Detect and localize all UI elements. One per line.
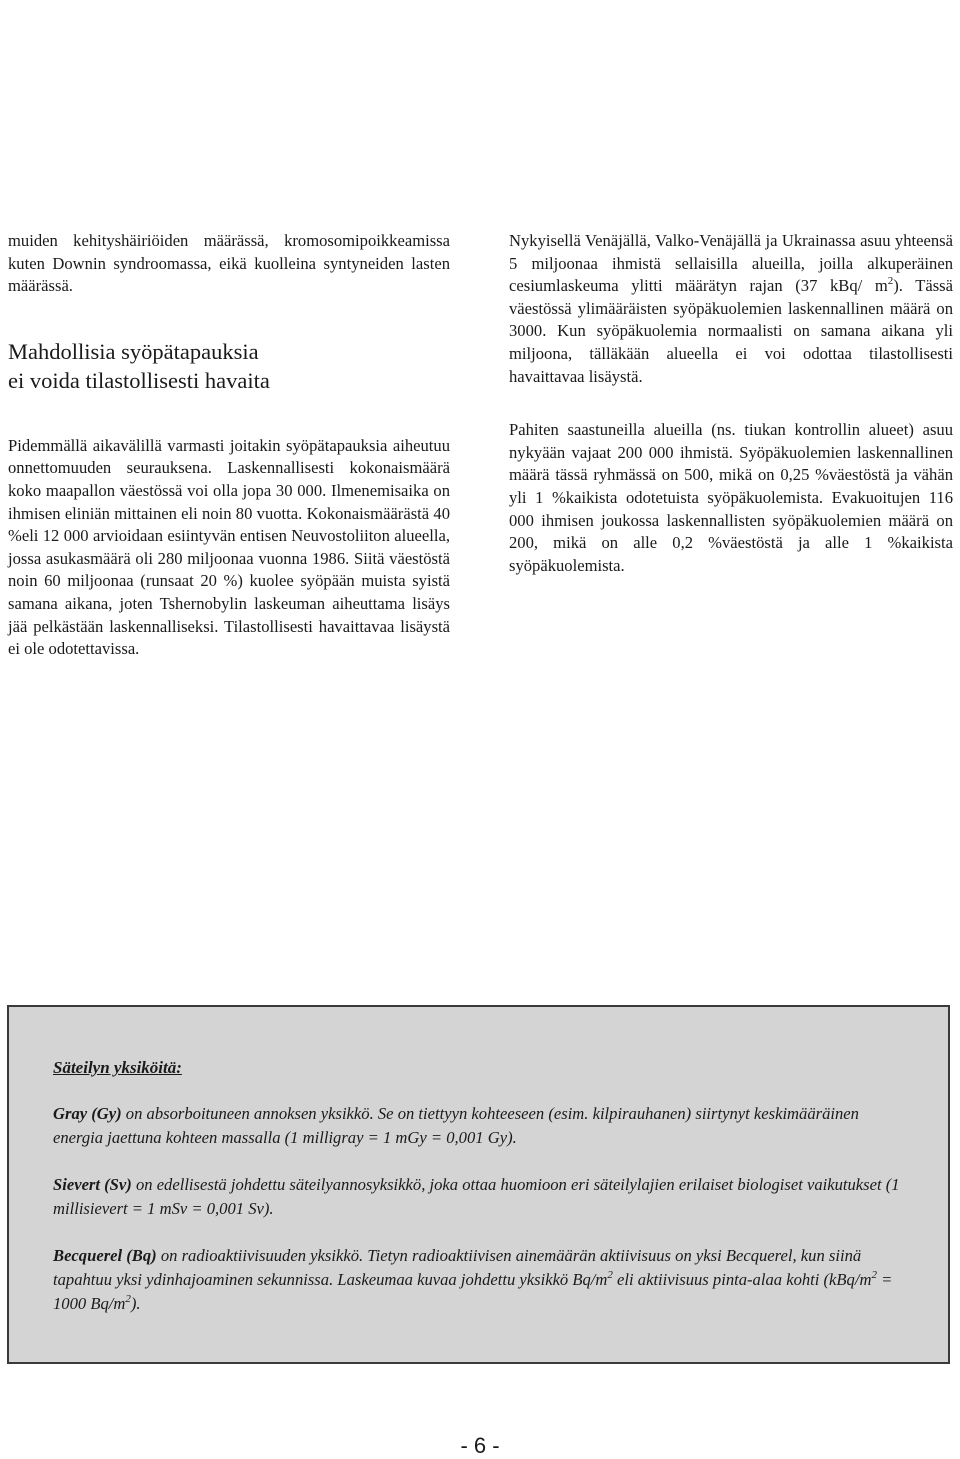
gray-text: on absorboituneen annoksen yksikkö. Se on tiettyyn kohteeseen (esim. kilpirauhanen) siirtynyt keskimääräinen energia jaettuna kohteen massalla (1 milligray = 1 mGy = 0,001 Gy). (53, 1104, 859, 1147)
body-paragraph: Pidemmällä aikavälillä varmasti joitakin syöpätapauksia aiheutuu onnettomuuden seurauksena. Laskennallisesti kokonaismäärä koko maapallon väestössä voi olla jopa 30 000. Ilmenemisaika on ihmisen eliniän mittainen eli noin 80 vuotta. Kokonaismäärästä 40 %eli 12 000 arvioidaan esiintyvän entisen Neuvostoliiton alueella, jossa asukasmäärä oli 280 miljoonaa vuonna 1986. Siitä väestöstä noin 60 miljoonaa (runsaat 20 %) kuolee syöpään muista syistä samana aikana, joten Tshernobylin laskeuman aiheuttama lisäys jää pelkästään laskennalliseksi. Tilastollisesti havaittavaa lisäystä ei ole odotettavissa. (8, 435, 450, 659)
sievert-term: Sievert (Sv) (53, 1175, 132, 1194)
becquerel-definition (53, 1244, 908, 1316)
intro-paragraph: muiden kehityshäiriöiden määrässä, kromosomipoikkeamissa kuten Downin syndroomassa, eikä kuolleina syntyneiden lasten määrässä. (8, 231, 450, 296)
left-column (8, 230, 450, 661)
becquerel-text-3: = 1000 Bq/m (53, 1270, 893, 1313)
heading-line-1: Mahdollisia syöpätapauksia (8, 338, 259, 364)
units-box-title: Säteilyn yksiköitä: (53, 1058, 182, 1077)
sievert-definition (53, 1173, 908, 1221)
radiation-units-box (7, 1005, 950, 1364)
sievert-text: on edellisestä johdettu säteilyannosyksikkö, joka ottaa huomioon eri säteilylajien erilaiset biologiset vaikutukset (1 millisievert = 1 mSv = 0,001 Sv). (53, 1175, 900, 1218)
gray-definition (53, 1102, 908, 1150)
becquerel-sup-1: 2 (607, 1269, 613, 1281)
becquerel-text-2: eli aktiivisuus pinta-alaa kohti (kBq/m (612, 1270, 872, 1289)
right-paragraph-1-text-a: Nykyisellä Venäjällä, Valko-Venäjällä ja Ukrainassa asuu yhteensä 5 miljoonaa ihmistä sellaisilla alueilla, joilla alkuperäinen cesiumlaskeuma ylitti määrätyn rajan (37 kBq/ m (509, 231, 953, 296)
becquerel-text-1: on radioaktiivisuuden yksikkö. Tietyn radioaktiivisen ainemäärän aktiivisuus on yksi Becquerel, kun siinä tapahtuu yksi ydinhajoaminen sekunnissa. Laskeumaa kuvaa johdettu yksikkö Bq/m (53, 1246, 862, 1289)
becquerel-sup-2: 2 (871, 1269, 877, 1281)
right-paragraph-2: Pahiten saastuneilla alueilla (ns. tiukan kontrollin alueet) asuu nykyään vajaat 200 000 ihmistä. Syöpäkuolemien laskennallinen määrä tässä ryhmässä on 500, mikä on 0,25 %väestöstä ja vähän yli 1 %kaikista odotetuista syöpäkuolemista. Evakuoitujen 116 000 ihmisen joukossa laskennallisten syöpäkuolemien määrä on 200, mikä on alle 0,2 %väestöstä ja alle 1 %kaikista syöpäkuolemista. (509, 420, 953, 575)
gray-term: Gray (Gy) (53, 1104, 122, 1123)
becquerel-term: Becquerel (Bq) (53, 1246, 157, 1265)
right-column (509, 230, 953, 577)
becquerel-text-4: ). (130, 1294, 141, 1313)
superscript-2: 2 (887, 275, 894, 288)
section-heading (8, 337, 450, 395)
right-paragraph-1-text-b: ). Tässä väestössä ylimääräisten syöpäkuolemien laskennallinen määrä on 3000. Kun syöpäkuolemia normaalisti on samana aikana yli miljoona, tälläkään alueella ei voi odottaa tilastollisesti havaittavaa lisäystä. (509, 276, 953, 386)
becquerel-sup-3: 2 (125, 1293, 131, 1305)
right-paragraph-1 (509, 230, 953, 388)
heading-line-2: ei voida tilastollisesti havaita (8, 367, 270, 393)
page-number: - 6 - (460, 1433, 500, 1458)
